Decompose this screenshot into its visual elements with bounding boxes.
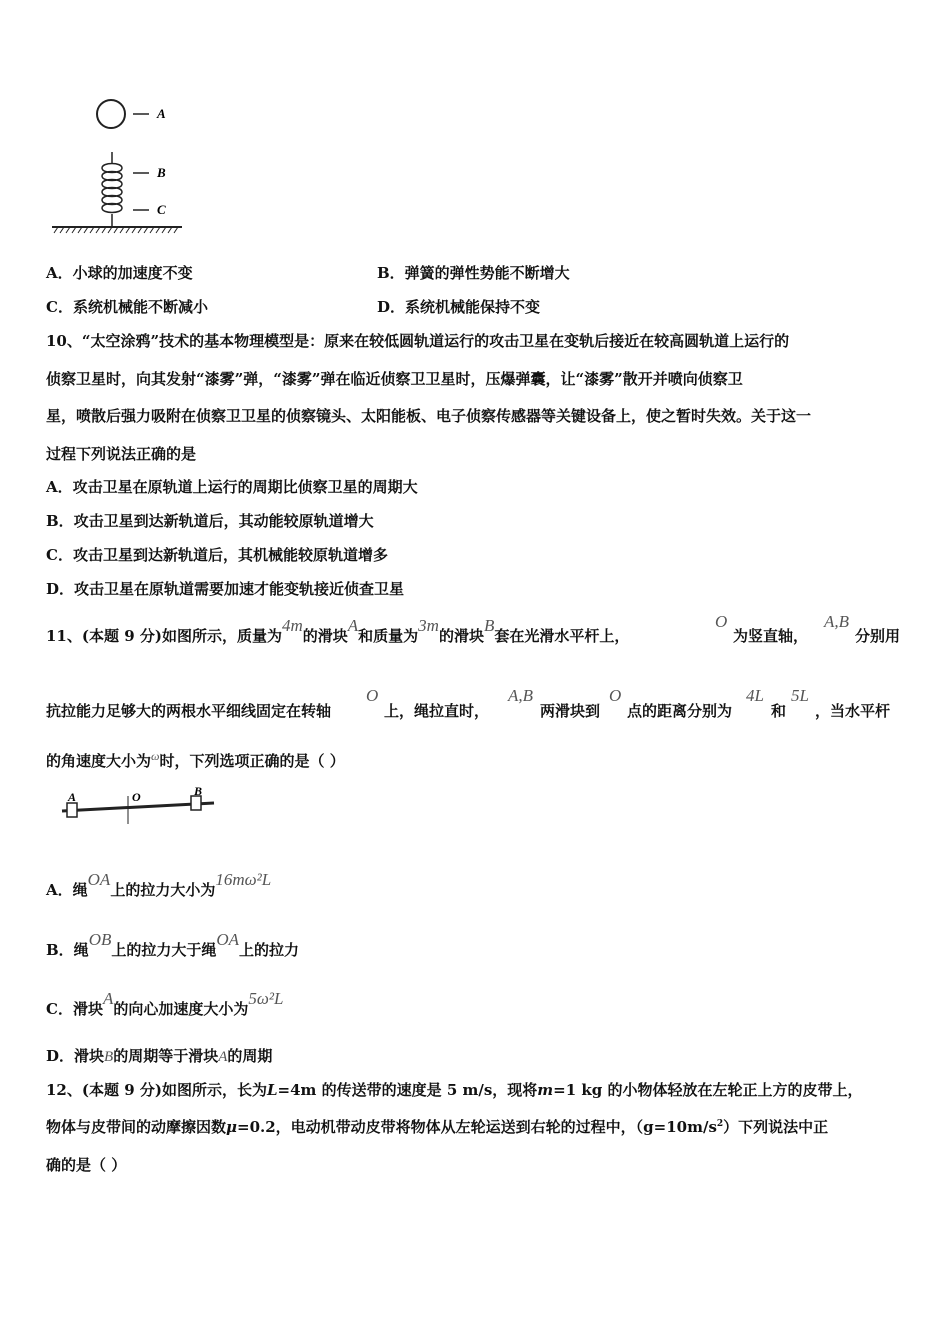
q10-option-a: A．攻击卫星在原轨道上运行的周期比侦察卫星的周期大 (46, 478, 418, 496)
rod-figure (52, 784, 222, 830)
q11-stem-line2e: 和 (771, 702, 787, 720)
ball-spring-figure (44, 92, 194, 242)
q11-stem-line2c: 两滑块到 (540, 702, 601, 720)
q11-stem-line1-b: 为竖直轴， (733, 627, 809, 645)
q10-option-d: D．攻击卫星在原轨道需要加速才能变轨接近侦查卫星 (46, 580, 405, 598)
fig-label-b: B (194, 784, 203, 798)
slider-a (67, 803, 77, 817)
q11-stem-line2d: 点的距离分别为 (627, 702, 733, 720)
q11-ab2: A,B (508, 686, 534, 705)
q12-stem-line1: 12、(本题 9 分)如图所示，长为L=4m 的传送带的速度是 5 m/s，现将m=1 kg 的小物体轻放在左轮正上方的皮带上， (46, 1081, 863, 1099)
q10-stem-line2: 侦察卫星时，向其发射“漆雾”弹，“漆雾”弹在临近侦察卫卫星时，压爆弹囊，让“漆雾”散开并喷向侦察卫 (46, 370, 743, 388)
q10-stem-line3: 星，喷散后强力吸附在侦察卫卫星的侦察镜头、太阳能板、电子侦察传感器等关键设备上，使之暂时失效。关于这一 (46, 407, 812, 425)
q11-o3: O (609, 686, 622, 705)
q9-option-c: C．系统机械能不断减小 (46, 298, 208, 316)
q10-stem-line4: 过程下列说法正确的是 (46, 445, 197, 463)
fig-label-a: A (68, 790, 77, 804)
q12-stem-line3: 确的是（ ） (46, 1156, 127, 1174)
spring (102, 152, 122, 227)
q11-stem-line2a: 抗拉能力足够大的两根水平细线固定在转轴 (46, 702, 332, 720)
fig-label-o: O (132, 790, 141, 804)
q11-o2: O (366, 686, 379, 705)
label-B: B (157, 165, 166, 180)
q11-stem-line3: 的角速度大小为$^\omega$时，下列选项正确的是（ ） (46, 749, 345, 770)
q11-stem-line2b: 上，绳拉直时， (384, 702, 490, 720)
q11-option-d: D．滑块B的周期等于滑块A的周期 (46, 1047, 273, 1065)
q10-option-b: B．攻击卫星到达新轨道后，其动能较原轨道增大 (46, 512, 374, 530)
ball (97, 100, 125, 128)
q12-stem-line2: 物体与皮带间的动摩擦因数μ=0.2，电动机带动皮带将物体从左轮运送到右轮的过程中，$(g=10m/s^2)$下列说法中正 (46, 1118, 829, 1136)
label-C: C (157, 202, 166, 217)
q11-stem-line1-c: 分别用 (855, 627, 901, 645)
q9-option-a: A．小球的加速度不变 (46, 264, 193, 282)
q9-option-b: B．弹簧的弹性势能不断增大 (377, 264, 570, 282)
q11-stem-line2f: ，当水平杆 (815, 702, 891, 720)
label-A: A (157, 106, 166, 121)
q11-4l: 4L (746, 686, 764, 705)
q11-option-c: C．滑块A的向心加速度大小为5ω²L (46, 989, 284, 1018)
q9-option-d: D．系统机械能保持不变 (377, 298, 541, 316)
q11-ab: A,B (824, 612, 850, 631)
slider-b (191, 796, 201, 810)
q11-option-a: A．绳OA上的拉力大小为16mω²L (46, 870, 272, 899)
q11-option-b: B．绳OB上的拉力大于绳OA上的拉力 (46, 930, 300, 959)
q11-axis-o: O (715, 612, 728, 631)
q10-stem-line1: 10、“太空涂鸦”技术的基本物理模型是：原来在较低圆轨道运行的攻击卫星在变轨后接近在较高圆轨道上运行的 (46, 332, 790, 350)
q10-option-c: C．攻击卫星到达新轨道后，其机械能较原轨道增多 (46, 546, 388, 564)
q11-5l: 5L (791, 686, 809, 705)
q11-stem-line1: 11、(本题 9 分)如图所示，质量为4m的滑块A和质量为3m的滑块B套在光滑水平杆上， (46, 616, 630, 645)
